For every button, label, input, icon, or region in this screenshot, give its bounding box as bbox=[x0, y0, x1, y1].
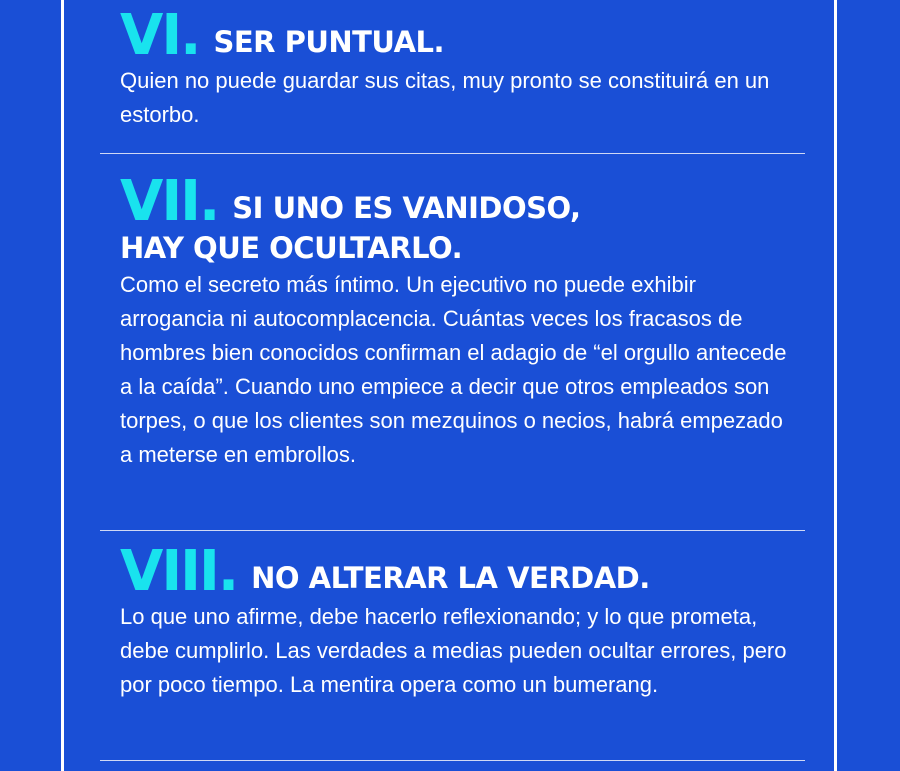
section-body: Lo que uno afirme, debe hacerlo reflexionando; y lo que prometa, debe cumplirlo. Las verdades a medias pueden ocultar errores, pero por poco tiempo. La mentira opera como un bumerang. bbox=[120, 604, 787, 697]
section-title-line2: HAY QUE OCULTARLO. bbox=[120, 231, 463, 265]
section-heading bbox=[120, 3, 800, 68]
rule-section-6 bbox=[120, 3, 800, 132]
section-heading bbox=[120, 169, 800, 234]
section-divider bbox=[100, 530, 805, 531]
section-divider bbox=[100, 760, 805, 761]
section-title: SI UNO ES VANIDOSO, bbox=[232, 191, 581, 225]
section-title: SER PUNTUAL. bbox=[213, 25, 445, 59]
section-title: NO ALTERAR LA VERDAD. bbox=[251, 561, 650, 595]
roman-numeral: VIII. bbox=[120, 539, 238, 604]
section-divider bbox=[100, 153, 805, 154]
rule-section-7 bbox=[120, 169, 800, 472]
frame-left-border bbox=[61, 0, 64, 771]
rule-section-8 bbox=[120, 539, 800, 702]
section-body: Quien no puede guardar sus citas, muy pronto se constituirá en un estorbo. bbox=[120, 68, 770, 127]
frame-right-border bbox=[834, 0, 837, 771]
roman-numeral: VI. bbox=[120, 3, 200, 68]
section-heading bbox=[120, 539, 800, 604]
section-body: Como el secreto más íntimo. Un ejecutivo no puede exhibir arrogancia ni autocomplacencia. Cuántas veces los fracasos de hombres bien conocidos confirman el adagio de “el orgullo antecede a la caída”. Cuando uno empiece a decir que otros empleados son torpes, o que los clientes son mezquinos o necios, habrá empezado a meterse en embrollos. bbox=[120, 272, 787, 467]
roman-numeral: VII. bbox=[120, 169, 219, 234]
